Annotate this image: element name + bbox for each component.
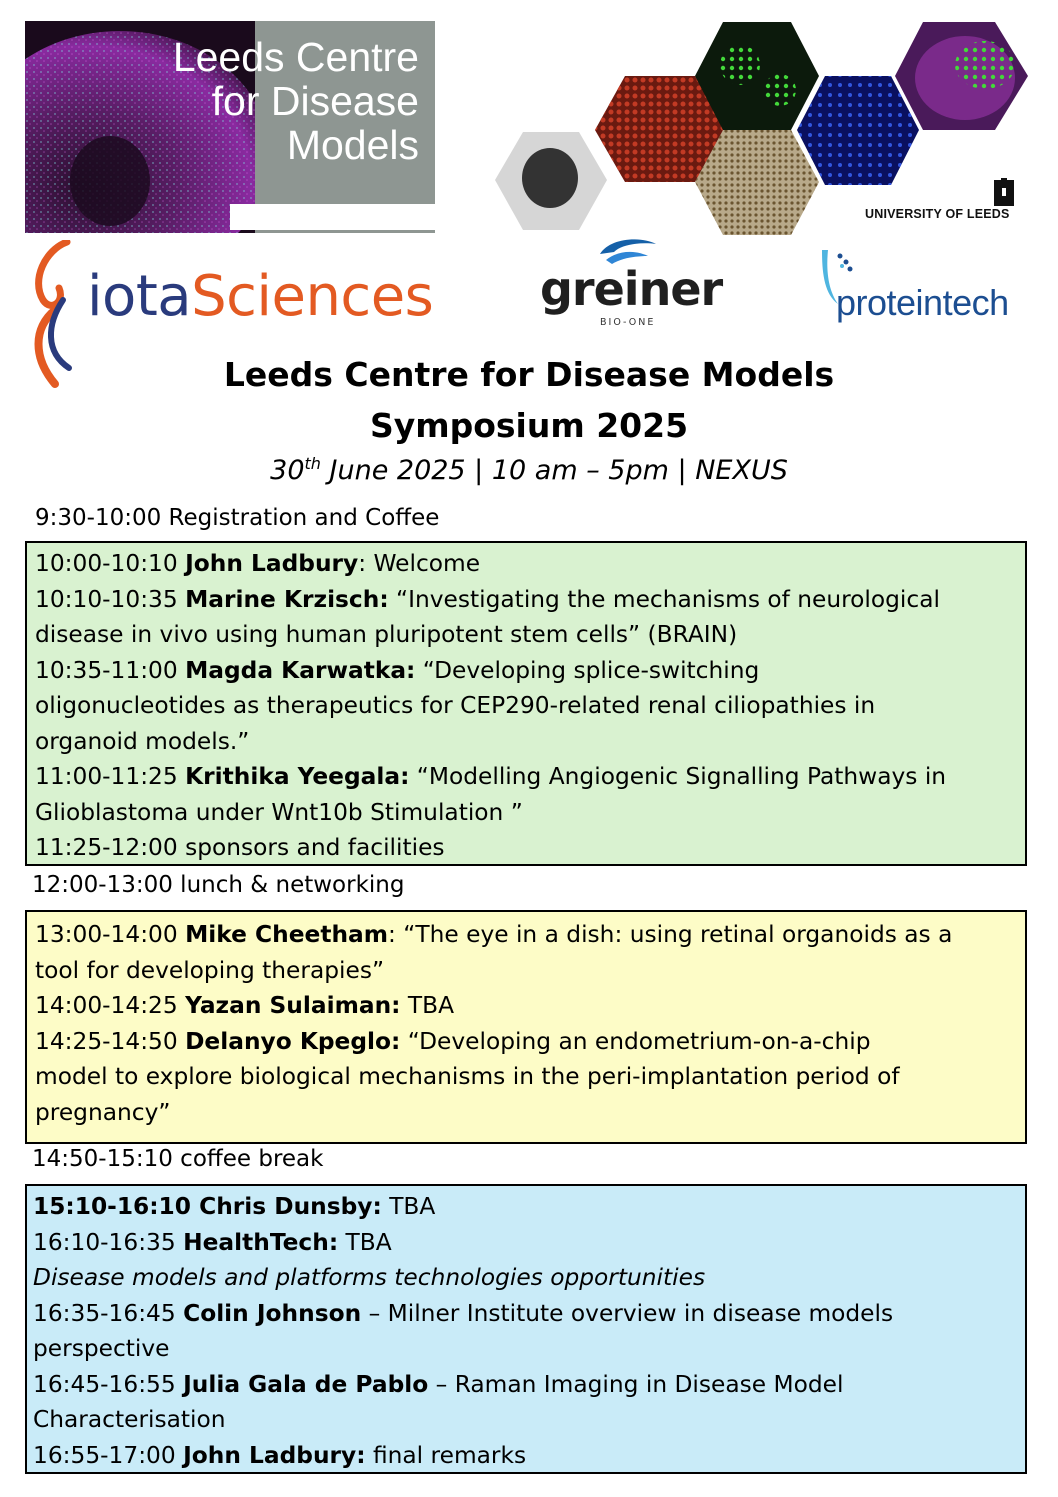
date-day: 30 [270, 455, 305, 486]
banner-title-line: Leeds Centre [172, 34, 419, 80]
schedule-item [33, 1367, 1019, 1403]
proteintech-logo [818, 242, 1033, 322]
schedule-item: 11:25-12:00 sponsors and facilities [35, 834, 445, 861]
speaker-name: John Ladbury [185, 550, 359, 577]
item-text: organoid models.” [35, 727, 250, 755]
item-text: TBA [338, 1228, 392, 1256]
speaker-name: Julia Gala de Pablo [183, 1370, 429, 1398]
university-crest-icon [990, 178, 1018, 206]
item-text: “Modelling Angiogenic Signalling Pathways in [409, 763, 947, 790]
item-time: 14:00-14:25 [35, 992, 186, 1019]
schedule-item [33, 1189, 1019, 1225]
item-text: – Milner Institute overview in disease models [361, 1299, 894, 1327]
item-text: pregnancy” [35, 1098, 171, 1126]
item-text: TBA [400, 992, 455, 1019]
item-text: oligonucleotides as therapeutics for CEP290-related renal ciliopathies in [35, 692, 876, 719]
greiner-logo [540, 236, 723, 331]
lunch-item: 12:00-13:00 lunch & networking [32, 872, 405, 898]
registration-item: 9:30-10:00 Registration and Coffee [35, 505, 440, 531]
schedule-item [35, 917, 1019, 953]
schedule-item [33, 1438, 1019, 1474]
date-rest: June 2025 | 10 am – 5pm | NEXUS [320, 455, 788, 486]
late-session-box [25, 1184, 1027, 1474]
speaker-name: Yazan Sulaiman: [185, 992, 401, 1019]
banner-title-line: Models [286, 122, 419, 168]
schedule-item [33, 1296, 1019, 1332]
item-time: 16:10-16:35 [33, 1228, 184, 1256]
university-logo [865, 178, 1025, 223]
item-time: 13:00-14:00 [35, 921, 186, 948]
event-title: Leeds Centre for Disease Models [223, 355, 835, 394]
greiner-wordmark: greiner [540, 262, 723, 316]
item-text: Glioblastoma under Wnt10b Stimulation ” [35, 798, 523, 826]
speaker-name: Marine Krzisch: [185, 585, 389, 613]
speaker-name: Krithika Yeegala: [185, 763, 410, 790]
item-time: 11:00-11:25 [35, 763, 186, 790]
item-time: 10:35-11:00 [35, 656, 186, 684]
item-text: TBA [381, 1193, 436, 1220]
speaker-name: Magda Karwatka: [185, 656, 416, 684]
speaker-name: Delanyo Kpeglo: [185, 1027, 401, 1055]
item-time: 14:25-14:50 [35, 1027, 186, 1055]
afternoon-session-box [25, 910, 1027, 1144]
banner-title [173, 35, 419, 167]
event-subtitle-year: Symposium 2025 [369, 406, 689, 445]
iota-word-part1: iota [87, 264, 192, 329]
schedule-item [33, 1225, 1019, 1261]
item-text: – Raman Imaging in Disease Model [428, 1370, 844, 1398]
item-text: disease in vivo using human pluripotent stem cells” (BRAIN) [35, 621, 738, 648]
schedule-item [35, 653, 1019, 689]
proteintech-wordmark: proteintech [836, 282, 1009, 323]
item-text: tool for developing therapies” [35, 956, 385, 984]
speaker-name: John Ladbury: [183, 1441, 366, 1469]
item-text: Characterisation [33, 1406, 226, 1433]
schedule-item [35, 988, 1019, 1024]
item-text: perspective [33, 1335, 170, 1362]
centre-banner [25, 21, 435, 233]
speaker-name: Mike Cheetham [185, 921, 389, 948]
item-time: 16:35-16:45 [33, 1299, 184, 1327]
iota-wordmark [87, 264, 433, 329]
session-heading: Disease models and platforms technologies opportunities [33, 1264, 706, 1291]
morning-session-box [25, 541, 1027, 866]
schedule-item [35, 759, 1019, 795]
banner-stripe [230, 204, 435, 230]
item-text: “Developing splice-switching [415, 656, 760, 684]
speaker-name: 15:10-16:10 Chris Dunsby: [33, 1193, 382, 1220]
item-text: “Investigating the mechanisms of neurological [388, 585, 940, 613]
item-text: model to explore biological mechanisms in the peri-implantation period of [35, 1063, 900, 1090]
date-suffix: th [304, 454, 321, 473]
schedule-item [35, 1024, 1019, 1060]
iota-word-part2: Sciences [191, 264, 434, 329]
coffee-break-item: 14:50-15:10 coffee break [32, 1146, 324, 1172]
item-time: 10:10-10:35 [35, 585, 186, 613]
item-time: 10:00-10:10 [35, 550, 186, 577]
greiner-subtitle: BIO-ONE [600, 317, 656, 328]
university-name: UNIVERSITY OF LEEDS [865, 207, 1010, 221]
item-time: 16:55-17:00 [33, 1441, 184, 1469]
item-text: “Developing an endometrium-on-a-chip [400, 1027, 871, 1055]
item-time: 16:45-16:55 [33, 1370, 184, 1398]
item-text: : “The eye in a dish: using retinal organoids as a [388, 921, 953, 948]
item-text: : Welcome [358, 550, 481, 577]
banner-title-line: for Disease [211, 78, 419, 124]
schedule-item [35, 546, 1019, 582]
event-date-location [0, 454, 1058, 486]
speaker-name: Colin Johnson [183, 1299, 362, 1327]
item-text: final remarks [365, 1441, 527, 1469]
schedule-item [35, 582, 1019, 618]
speaker-name: HealthTech: [183, 1228, 339, 1256]
